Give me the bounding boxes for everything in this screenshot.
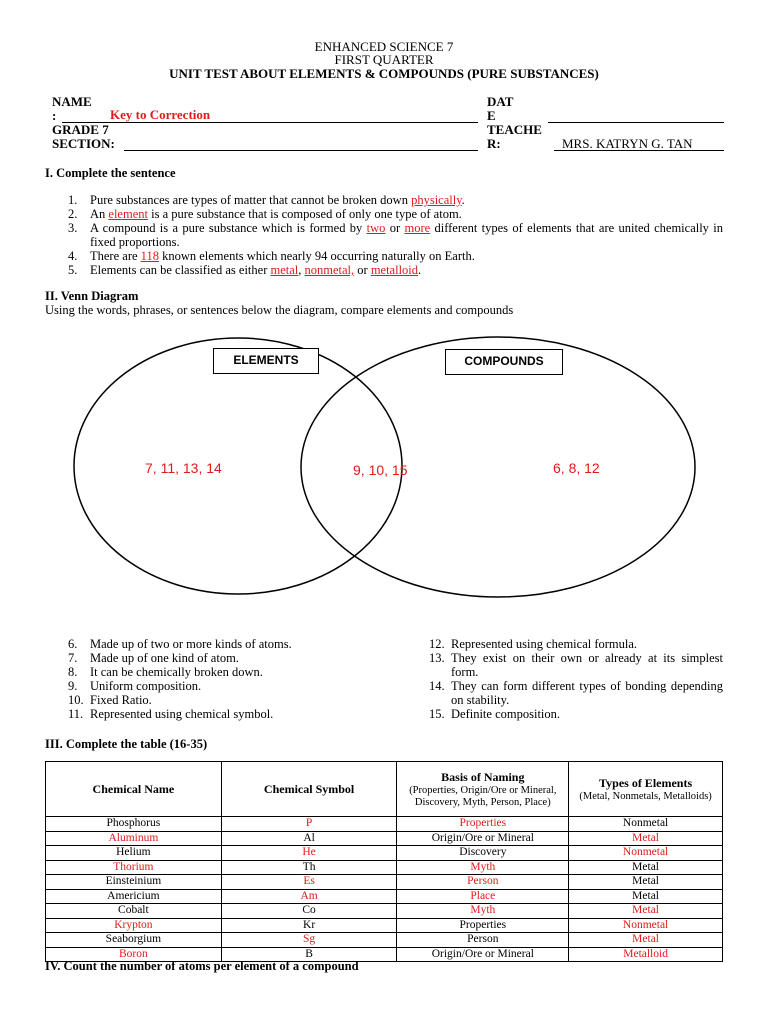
- table-cell-symbol: He: [221, 846, 397, 861]
- list-item: 6. Made up of two or more kinds of atoms.: [68, 637, 292, 651]
- table-body: [46, 817, 723, 962]
- table-row: [46, 831, 723, 846]
- table-cell-type: Metalloid: [569, 947, 723, 962]
- list-item: 12. Represented using chemical formula.: [429, 637, 638, 651]
- list-item: 8. It can be chemically broken down.: [68, 665, 263, 679]
- part4-title: IV. Count the number of atoms per element of a compound: [45, 959, 359, 973]
- choices-left: [68, 637, 388, 721]
- table-cell-basis: Myth: [397, 904, 569, 919]
- table-cell-symbol: P: [221, 817, 397, 832]
- list-item: 13. They exist on their own or already at its simplest form.: [429, 651, 723, 679]
- answer-blank: metal: [270, 263, 299, 277]
- grade-label: GRADE 7: [52, 122, 109, 137]
- table-cell-name: Einsteinium: [46, 875, 222, 890]
- table-row: [46, 846, 723, 861]
- list-item: 7. Made up of one kind of atom.: [68, 651, 239, 665]
- table-cell-type: Nonmetal: [569, 918, 723, 933]
- table-cell-symbol: Am: [221, 889, 397, 904]
- answer-blank: physically: [411, 193, 462, 207]
- table-cell-basis: Properties: [397, 817, 569, 832]
- name-value: Key to Correction: [110, 107, 211, 122]
- name-label: NAME: [52, 94, 92, 109]
- elements-label-box: ELEMENTS: [213, 348, 319, 374]
- table-cell-symbol: Co: [221, 904, 397, 919]
- answer-blank: two: [366, 221, 386, 235]
- answer-blank: more: [404, 221, 431, 235]
- table-cell-basis: Properties: [397, 918, 569, 933]
- teacher-value: MRS. KATRYN G. TAN: [562, 136, 693, 151]
- compounds-label-box: COMPOUNDS: [445, 349, 563, 375]
- answer-blank: 118: [140, 249, 159, 263]
- list-item: 1. Pure substances are types of matter that cannot be broken down physically.: [68, 193, 465, 207]
- section-label: SECTION:: [52, 136, 115, 151]
- list-item: 14. They can form different types of bonding depending on stability.: [429, 679, 723, 707]
- part2-instruction: Using the words, phrases, or sentences below the diagram, compare elements and compounds: [45, 303, 514, 317]
- col-header-type: Types of Elements (Metal, Nonmetals, Metalloids): [569, 762, 723, 817]
- table-cell-symbol: Th: [221, 860, 397, 875]
- date-label: DAT: [487, 94, 514, 109]
- table-cell-basis: Place: [397, 889, 569, 904]
- col-header-basis: Basis of Naming (Properties, Origin/Ore or Mineral, Discovery, Myth, Person, Place): [397, 762, 569, 817]
- table-cell-name: Americium: [46, 889, 222, 904]
- col-header-symbol: Chemical Symbol: [221, 762, 397, 817]
- venn-left-answer: 7, 11, 13, 14: [145, 460, 222, 476]
- table-cell-type: Metal: [569, 860, 723, 875]
- table-cell-basis: Origin/Ore or Mineral: [397, 831, 569, 846]
- col-header-name: Chemical Name: [46, 762, 222, 817]
- list-item: 5. Elements can be classified as either metal, nonmetal, or metalloid.: [68, 263, 422, 277]
- table-cell-name: Thorium: [46, 860, 222, 875]
- table-cell-type: Metal: [569, 875, 723, 890]
- table-cell-name: Seaborgium: [46, 933, 222, 948]
- table-cell-symbol: Es: [221, 875, 397, 890]
- table-cell-basis: Person: [397, 875, 569, 890]
- table-cell-name: Aluminum: [46, 831, 222, 846]
- table-cell-type: Metal: [569, 831, 723, 846]
- list-item: 3. A compound is a pure substance which is formed by two or more different types of elements that are united chemically in fixed proportions.: [68, 221, 723, 249]
- table-cell-name: Boron: [46, 947, 222, 962]
- elements-table: [45, 761, 723, 962]
- list-item: 2. An element is a pure substance that is composed of only one type of atom.: [68, 207, 462, 221]
- name-colon: :: [52, 108, 57, 123]
- list-item: 11. Represented using chemical symbol.: [68, 707, 274, 721]
- choices-right: [429, 637, 723, 721]
- header-title: UNIT TEST ABOUT ELEMENTS & COMPOUNDS (PURE SUBSTANCES): [169, 66, 599, 81]
- table-cell-basis: Origin/Ore or Mineral: [397, 947, 569, 962]
- part3-title: III. Complete the table (16-35): [45, 737, 208, 751]
- table-cell-symbol: Sg: [221, 933, 397, 948]
- table-row: [46, 933, 723, 948]
- table-row: [46, 875, 723, 890]
- header-subject: ENHANCED SCIENCE 7: [314, 39, 454, 54]
- table-row: [46, 860, 723, 875]
- table-cell-name: Krypton: [46, 918, 222, 933]
- list-item: 15. Definite composition.: [429, 707, 561, 721]
- part2-title: II. Venn Diagram: [45, 289, 139, 303]
- table-cell-type: Metal: [569, 904, 723, 919]
- table-row: [46, 817, 723, 832]
- answer-blank: metalloid: [370, 263, 419, 277]
- table-cell-name: Phosphorus: [46, 817, 222, 832]
- list-item: 9. Uniform composition.: [68, 679, 202, 693]
- table-cell-name: Cobalt: [46, 904, 222, 919]
- answer-blank: element: [108, 207, 148, 221]
- table-cell-basis: Discovery: [397, 846, 569, 861]
- venn-middle-answer: 9, 10, 15: [353, 462, 408, 478]
- table-cell-symbol: B: [221, 947, 397, 962]
- table-cell-basis: Myth: [397, 860, 569, 875]
- teacher-label: TEACHE: [487, 122, 542, 137]
- venn-right-answer: 6, 8, 12: [553, 460, 600, 476]
- answer-blank: nonmetal,: [304, 263, 355, 277]
- table-cell-type: Metal: [569, 889, 723, 904]
- table-cell-type: Nonmetal: [569, 817, 723, 832]
- part1-title: I. Complete the sentence: [45, 166, 176, 180]
- table-row: [46, 904, 723, 919]
- table-cell-name: Helium: [46, 846, 222, 861]
- table-row: [46, 889, 723, 904]
- teacher-label-r: R:: [487, 136, 501, 151]
- list-item: 10. Fixed Ratio.: [68, 693, 152, 707]
- table-cell-symbol: Al: [221, 831, 397, 846]
- header-quarter: FIRST QUARTER: [334, 52, 434, 67]
- date-label-e: E: [487, 108, 496, 123]
- table-cell-basis: Person: [397, 933, 569, 948]
- list-item: 4. There are 118 known elements which nearly 94 occurring naturally on Earth.: [68, 249, 475, 263]
- table-cell-symbol: Kr: [221, 918, 397, 933]
- table-row: [46, 918, 723, 933]
- table-cell-type: Nonmetal: [569, 846, 723, 861]
- table-cell-type: Metal: [569, 933, 723, 948]
